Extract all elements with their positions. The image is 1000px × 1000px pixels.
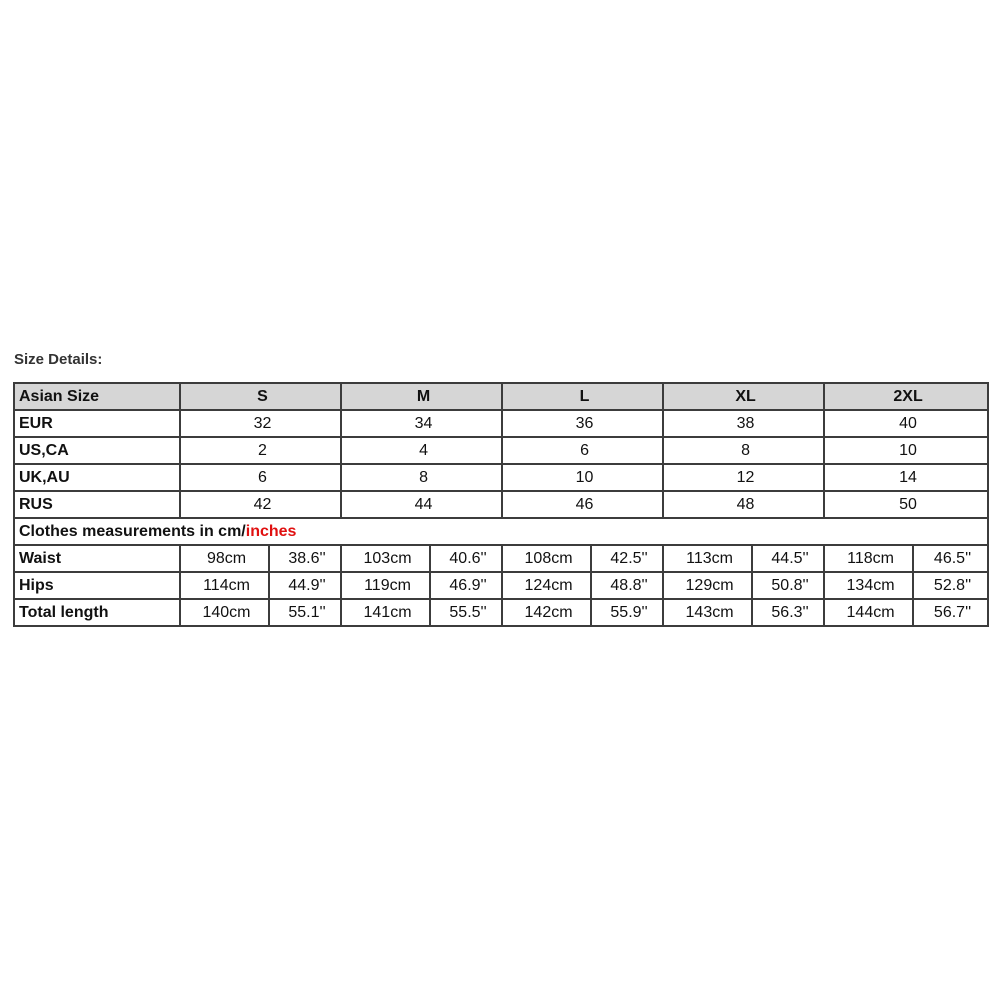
table-cell: 119cm	[341, 572, 430, 599]
row-label: US,CA	[14, 437, 180, 464]
table-cell: 108cm	[502, 545, 591, 572]
table-cell: 55.1''	[269, 599, 341, 626]
table-cell: 143cm	[663, 599, 752, 626]
table-cell: 141cm	[341, 599, 430, 626]
table-cell: 55.5''	[430, 599, 502, 626]
table-cell: 42.5''	[591, 545, 663, 572]
measurements-heading-row	[14, 518, 988, 545]
table-cell: 124cm	[502, 572, 591, 599]
table-cell: 38	[663, 410, 824, 437]
table-row	[14, 572, 988, 599]
table-cell: 6	[180, 464, 341, 491]
table-cell: 56.7''	[913, 599, 988, 626]
table-cell: 144cm	[824, 599, 913, 626]
size-chart-table	[13, 382, 989, 627]
size-header: XL	[663, 383, 824, 410]
table-cell: 46.5''	[913, 545, 988, 572]
table-cell: 50	[824, 491, 988, 518]
table-cell: 14	[824, 464, 988, 491]
measurements-heading	[14, 518, 988, 545]
row-label: Waist	[14, 545, 180, 572]
table-cell: 55.9''	[591, 599, 663, 626]
row-label: RUS	[14, 491, 180, 518]
table-cell: 44.5''	[752, 545, 824, 572]
table-cell: 8	[663, 437, 824, 464]
table-cell: 140cm	[180, 599, 269, 626]
table-row	[14, 464, 988, 491]
table-cell: 118cm	[824, 545, 913, 572]
table-cell: 46	[502, 491, 663, 518]
row-label: EUR	[14, 410, 180, 437]
table-cell: 38.6''	[269, 545, 341, 572]
table-row	[14, 410, 988, 437]
table-cell: 44.9''	[269, 572, 341, 599]
table-cell: 2	[180, 437, 341, 464]
table-row	[14, 437, 988, 464]
table-cell: 48.8''	[591, 572, 663, 599]
table-cell: 36	[502, 410, 663, 437]
row-label: UK,AU	[14, 464, 180, 491]
table-cell: 103cm	[341, 545, 430, 572]
table-cell: 32	[180, 410, 341, 437]
table-cell: 129cm	[663, 572, 752, 599]
table-cell: 98cm	[180, 545, 269, 572]
table-cell: 50.8''	[752, 572, 824, 599]
table-cell: 56.3''	[752, 599, 824, 626]
table-cell: 134cm	[824, 572, 913, 599]
table-cell: 10	[502, 464, 663, 491]
table-cell: 44	[341, 491, 502, 518]
table-cell: 4	[341, 437, 502, 464]
section-title: Size Details:	[14, 351, 103, 368]
size-header: L	[502, 383, 663, 410]
table-cell: 48	[663, 491, 824, 518]
table-cell: 8	[341, 464, 502, 491]
table-cell: 40.6''	[430, 545, 502, 572]
size-header: M	[341, 383, 502, 410]
table-row	[14, 545, 988, 572]
table-cell: 12	[663, 464, 824, 491]
table-cell: 142cm	[502, 599, 591, 626]
table-cell: 6	[502, 437, 663, 464]
header-label: Asian Size	[14, 383, 180, 410]
size-header: S	[180, 383, 341, 410]
table-row	[14, 599, 988, 626]
row-label: Total length	[14, 599, 180, 626]
measurements-heading-prefix: Clothes measurements in cm/	[19, 522, 246, 540]
table-cell: 113cm	[663, 545, 752, 572]
table-cell: 52.8''	[913, 572, 988, 599]
table-cell: 10	[824, 437, 988, 464]
measurements-heading-highlight: inches	[245, 522, 297, 540]
table-cell: 42	[180, 491, 341, 518]
table-cell: 34	[341, 410, 502, 437]
row-label: Hips	[14, 572, 180, 599]
table-row	[14, 491, 988, 518]
table-cell: 114cm	[180, 572, 269, 599]
table-cell: 46.9''	[430, 572, 502, 599]
table-cell: 40	[824, 410, 988, 437]
header-row	[14, 383, 988, 410]
size-header: 2XL	[824, 383, 988, 410]
